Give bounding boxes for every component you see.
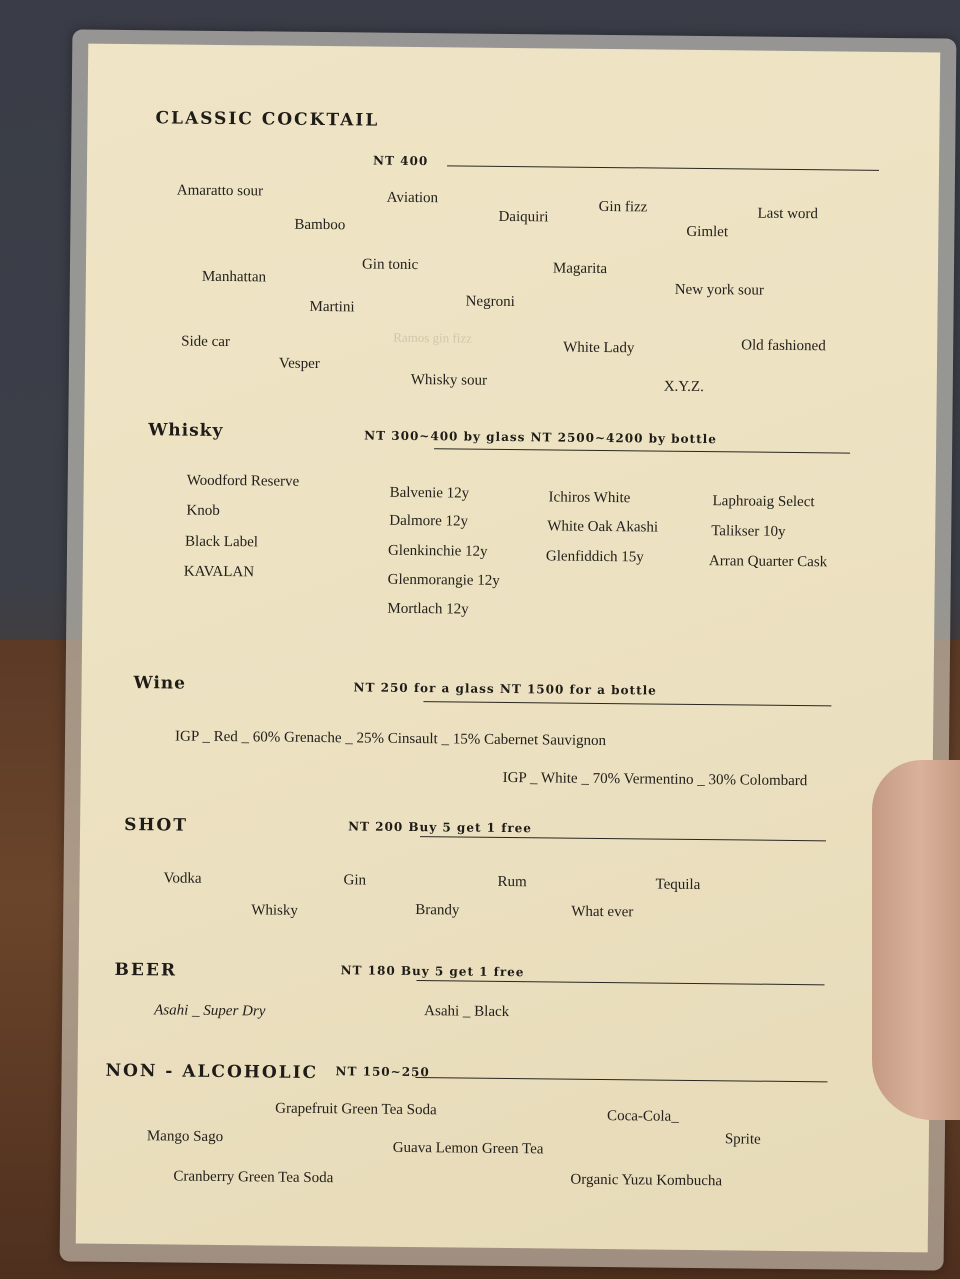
- menu-item: Ichiros White: [548, 489, 631, 507]
- divider-whisky: [434, 448, 850, 453]
- menu-item: Organic Yuzu Kombucha: [570, 1171, 723, 1190]
- menu-item: Gin tonic: [361, 256, 419, 274]
- menu-item: Negroni: [465, 293, 515, 311]
- menu-item: IGP _ White _ 70% Vermentino _ 30% Colombard: [502, 769, 808, 790]
- menu-item: Side car: [181, 333, 231, 351]
- divider-wine: [423, 701, 831, 706]
- menu-item: Old fashioned: [741, 337, 826, 355]
- divider-beer: [417, 980, 825, 985]
- divider-non-alcoholic: [415, 1077, 827, 1082]
- menu-item: Woodford Reserve: [186, 472, 300, 490]
- faint-menu-item: Ramos gin fizz: [393, 329, 473, 346]
- price-beer: NT 180 Buy 5 get 1 free: [340, 963, 525, 980]
- menu-item: KAVALAN: [183, 563, 255, 581]
- menu-item: Daiquiri: [498, 208, 549, 226]
- section-heading-shot: SHOT: [124, 814, 189, 836]
- menu-item: Black Label: [185, 533, 259, 551]
- menu-item: Asahi _ Super Dry: [154, 1002, 266, 1020]
- menu-item: Whisky sour: [410, 371, 488, 389]
- menu-item: Arran Quarter Cask: [708, 553, 828, 571]
- menu-item: Martini: [309, 298, 355, 316]
- menu-item: New york sour: [674, 281, 764, 299]
- price-non-alcoholic: NT 150~250: [335, 1064, 430, 1080]
- menu-item: Brandy: [415, 902, 460, 919]
- menu-item: Aviation: [386, 189, 439, 207]
- menu-item: Coca-Cola_: [607, 1108, 679, 1125]
- menu-item: Gin fizz: [598, 198, 648, 216]
- menu-item: IGP _ Red _ 60% Grenache _ 25% Cinsault _ 15% Cabernet Sauvignon: [174, 728, 607, 750]
- menu-page: [76, 44, 941, 1253]
- hand: [872, 760, 960, 1120]
- menu-item: Mango Sago: [146, 1128, 224, 1146]
- menu-item: What ever: [571, 903, 634, 921]
- section-heading-whisky: Whisky: [148, 420, 224, 442]
- menu-item: Sprite: [724, 1131, 761, 1148]
- menu-item: Gin: [343, 872, 367, 889]
- section-heading-non-alcoholic: NON - ALCOHOLIC: [105, 1060, 319, 1084]
- divider-cocktail: [447, 165, 879, 171]
- menu-item: Laphroaig Select: [712, 493, 815, 511]
- menu-item: White Lady: [563, 339, 635, 357]
- menu-item: Tequila: [655, 876, 701, 894]
- menu-item: Vesper: [278, 355, 320, 373]
- menu-item: Glenmorangie 12y: [387, 571, 500, 589]
- menu-item: Mortlach 12y: [387, 600, 469, 618]
- price-wine: NT 250 for a glass NT 1500 for a bottle: [353, 680, 657, 698]
- menu-item: Grapefruit Green Tea Soda: [275, 1100, 437, 1119]
- menu-item: Guava Lemon Green Tea: [392, 1139, 544, 1158]
- menu-item: Asahi _ Black: [424, 1003, 510, 1021]
- price-whisky: NT 300~400 by glass NT 2500~4200 by bottle: [364, 428, 717, 447]
- menu-item: Balvenie 12y: [389, 484, 470, 502]
- menu-item: Manhattan: [201, 268, 267, 286]
- menu-item: Vodka: [163, 870, 202, 887]
- divider-shot: [420, 836, 826, 841]
- menu-item: White Oak Akashi: [547, 518, 659, 536]
- section-heading-beer: BEER: [114, 959, 178, 981]
- menu-item: Whisky: [251, 902, 298, 919]
- menu-item: X.Y.Z.: [663, 378, 704, 396]
- section-heading-cocktail: CLASSIC COCKTAIL: [155, 108, 380, 131]
- menu-item: Bamboo: [294, 216, 346, 234]
- menu-item: Glenkinchie 12y: [387, 542, 488, 560]
- menu-item: Talikser 10y: [711, 523, 786, 540]
- menu-item: Knob: [186, 502, 220, 519]
- price-shot: NT 200 Buy 5 get 1 free: [348, 819, 533, 836]
- menu-item: Dalmore 12y: [389, 512, 469, 530]
- menu-item: Rum: [497, 873, 527, 891]
- section-heading-wine: Wine: [133, 673, 187, 694]
- menu-item: Last word: [757, 205, 819, 223]
- menu-item: Glenfiddich 15y: [545, 548, 644, 566]
- menu-item: Magarita: [552, 260, 608, 278]
- menu-item: Amaratto sour: [176, 182, 264, 200]
- menu-item: Gimlet: [686, 223, 729, 241]
- menu-item: Cranberry Green Tea Soda: [173, 1168, 334, 1187]
- price-cocktail: NT 400: [373, 153, 429, 169]
